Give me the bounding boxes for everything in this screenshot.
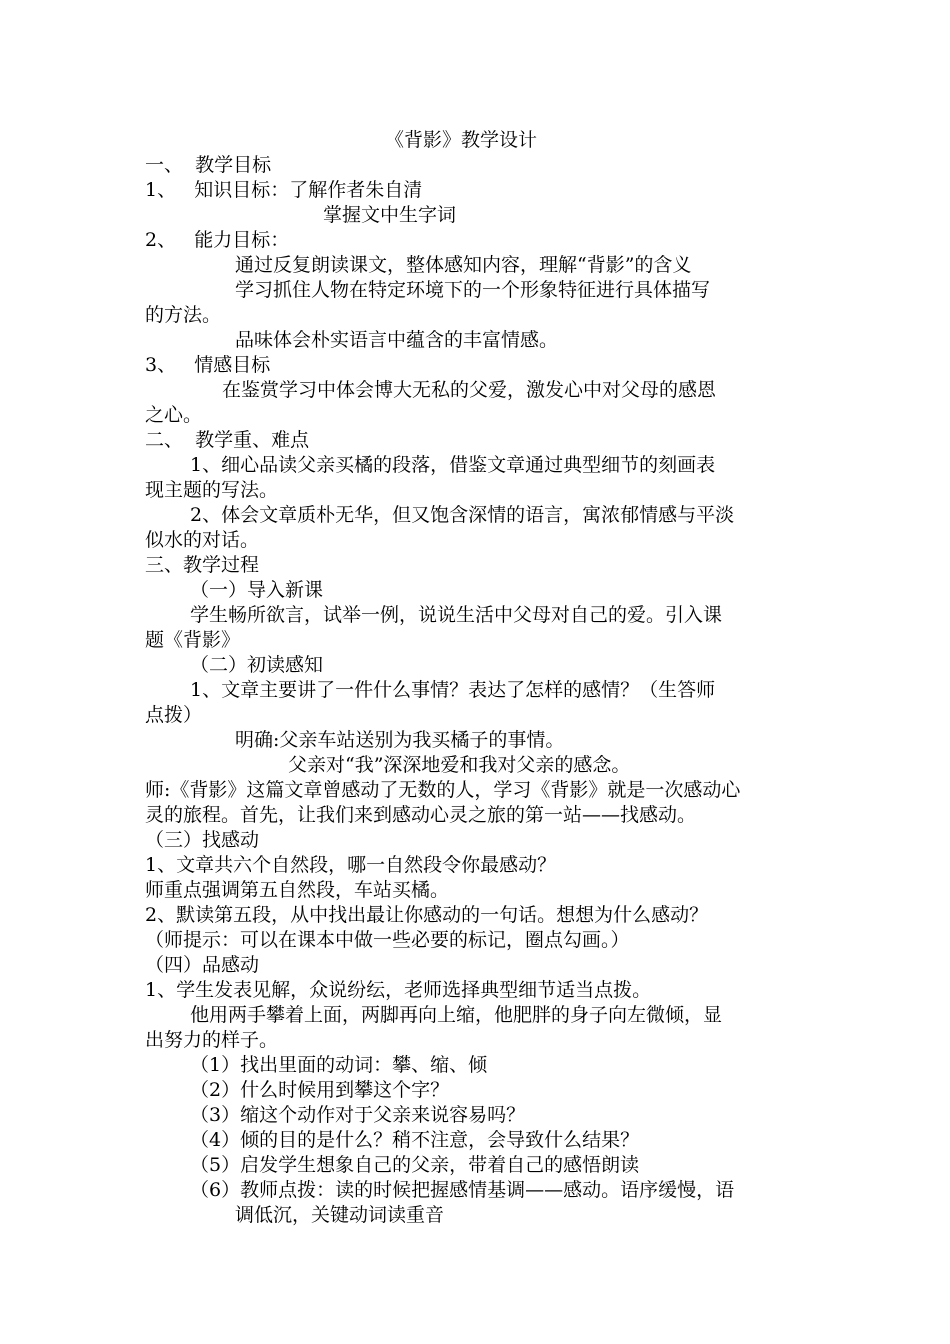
text-line: 品味体会朴实语言中蕴含的丰富情感。	[235, 329, 559, 351]
subsection-heading: （三）找感动	[145, 829, 260, 851]
text-line: 明确:父亲车站送别为我买橘子的事情。	[235, 729, 565, 751]
text-line: （师提示：可以在课本中做一些必要的标记，圈点勾画。）	[145, 929, 630, 951]
text-line: 师重点强调第五自然段，车站买橘。	[145, 879, 450, 901]
subsection-heading: （一）导入新课	[190, 579, 324, 601]
text-line: 出努力的样子。	[145, 1029, 279, 1051]
list-item: （1）找出里面的动词：攀、缩、倾	[190, 1054, 488, 1076]
text-line: 师:《背影》这篇文章曾感动了无数的人，学习《背影》就是一次感动心	[145, 779, 741, 801]
text-line: 掌握文中生字词	[323, 204, 457, 226]
list-item: （4）倾的目的是什么？稍不注意，会导致什么结果？	[190, 1129, 640, 1151]
text-line: 3、 情感目标	[145, 354, 271, 376]
text-line: 他用两手攀着上面，两脚再向上缩，他肥胖的身子向左微倾，显	[190, 1004, 723, 1026]
text-line: 1、细心品读父亲买橘的段落，借鉴文章通过典型细节的刻画表	[190, 454, 716, 476]
section-heading: 二、 教学重、难点	[145, 429, 310, 451]
section-heading: 一、 教学目标	[145, 154, 272, 176]
subsection-heading: （四）品感动	[145, 954, 260, 976]
list-item-continuation: 调低沉，关键动词读重音	[235, 1204, 445, 1226]
list-item: （2）什么时候用到攀这个字？	[190, 1079, 450, 1101]
text-line: 1、文章共六个自然段，哪一自然段令你最感动？	[145, 854, 557, 876]
text-line: 2、 能力目标：	[145, 229, 290, 251]
text-line: 现主题的写法。	[145, 479, 279, 501]
text-line: 似水的对话。	[145, 529, 260, 551]
text-line: 灵的旅程。首先，让我们来到感动心灵之旅的第一站——找感动。	[145, 804, 697, 826]
text-line: 2、默读第五段，从中找出最让你感动的一句话。想想为什么感动？	[145, 904, 709, 926]
text-line: 通过反复朗读课文，整体感知内容，理解“背影”的含义	[235, 254, 692, 276]
text-line: 1、文章主要讲了一件什么事情？表达了怎样的感情？（生答师	[190, 679, 716, 701]
text-line: 学习抓住人物在特定环境下的一个形象特征进行具体描写	[235, 279, 711, 301]
list-item: （6）教师点拨：读的时候把握感情基调——感动。语序缓慢，语	[190, 1179, 735, 1201]
subsection-heading: （二）初读感知	[190, 654, 324, 676]
text-line: 2、体会文章质朴无华，但又饱含深情的语言，寓浓郁情感与平淡	[190, 504, 735, 526]
document-title: 《背影》教学设计	[385, 129, 538, 151]
text-line: 1、 知识目标：了解作者朱自清	[145, 179, 423, 201]
text-line: 的方法。	[145, 304, 222, 326]
text-line: 在鉴赏学习中体会博大无私的父爱，激发心中对父母的感恩	[222, 379, 717, 401]
text-line: 父亲对“我”深深地爱和我对父亲的感念。	[288, 754, 631, 776]
list-item: （5）启发学生想象自己的父亲，带着自己的感悟朗读	[190, 1154, 640, 1176]
list-item: （3）缩这个动作对于父亲来说容易吗？	[190, 1104, 526, 1126]
section-heading: 三、教学过程	[145, 554, 260, 576]
text-line: 1、学生发表见解，众说纷纭，老师选择典型细节适当点拨。	[145, 979, 652, 1001]
text-line: 点拨）	[145, 704, 203, 726]
text-line: 学生畅所欲言，试举一例，说说生活中父母对自己的爱。引入课	[190, 604, 723, 626]
text-line: 之心。	[145, 404, 203, 426]
text-line: 题《背影》	[145, 629, 241, 651]
